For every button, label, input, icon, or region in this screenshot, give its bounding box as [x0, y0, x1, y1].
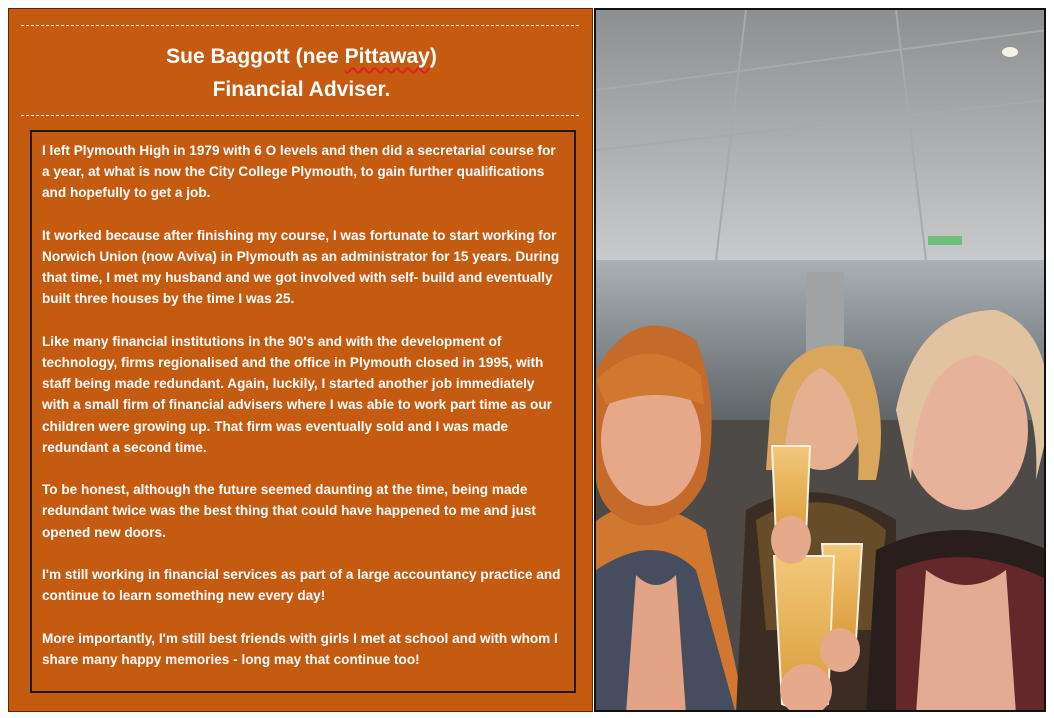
- profile-name: [9, 42, 594, 72]
- photo-illustration: [596, 10, 1046, 712]
- story-paragraph-3: Like many financial institutions in the 90's and with the development of technology, firms regionalised and the office in Plymouth closed in 1995, with staff being made redundant. Again, luckily, I started another job immediately with a small firm of financial advisers where I was able to work part time as our children were growing up. That firm was eventually sold and I was made redundant a second time.: [42, 333, 552, 455]
- friends-photo: [594, 8, 1046, 712]
- story-paragraph-5: I'm still working in financial services as part of a large accountancy practice and continue to learn something new every day!: [42, 567, 561, 604]
- story-paragraph-6: More importantly, I'm still best friends with girls I met at school and with whom I share many happy memories - long may that continue too!: [42, 630, 558, 667]
- name-suffix: ): [429, 45, 437, 68]
- bottom-dashed-divider: [21, 115, 579, 116]
- maiden-name: Pittaway: [344, 45, 430, 68]
- story-paragraph-2: It worked because after finishing my course, I was fortunate to start working for Norwich Union (now Aviva) in Plymouth as an administrator for 15 years. During that time, I met my husband and we got involved with self- build and eventually built three houses by the time I was 25.: [42, 227, 560, 307]
- story-paragraph-4: To be honest, although the future seemed daunting at the time, being made redundant twice was the best thing that could have happened to me and just opened new doors.: [42, 482, 536, 540]
- profile-text-panel: [8, 8, 593, 712]
- story-paragraph-1: I left Plymouth High in 1979 with 6 O levels and then did a secretarial course for a year, at what is now the City College Plymouth, to gain further qualifications and hopefully to get a job.: [42, 143, 556, 201]
- story-box: [30, 130, 576, 693]
- name-prefix: Sue Baggott (nee: [166, 45, 345, 68]
- top-dashed-divider: [21, 25, 579, 26]
- profile-role: Financial Adviser.: [212, 78, 391, 101]
